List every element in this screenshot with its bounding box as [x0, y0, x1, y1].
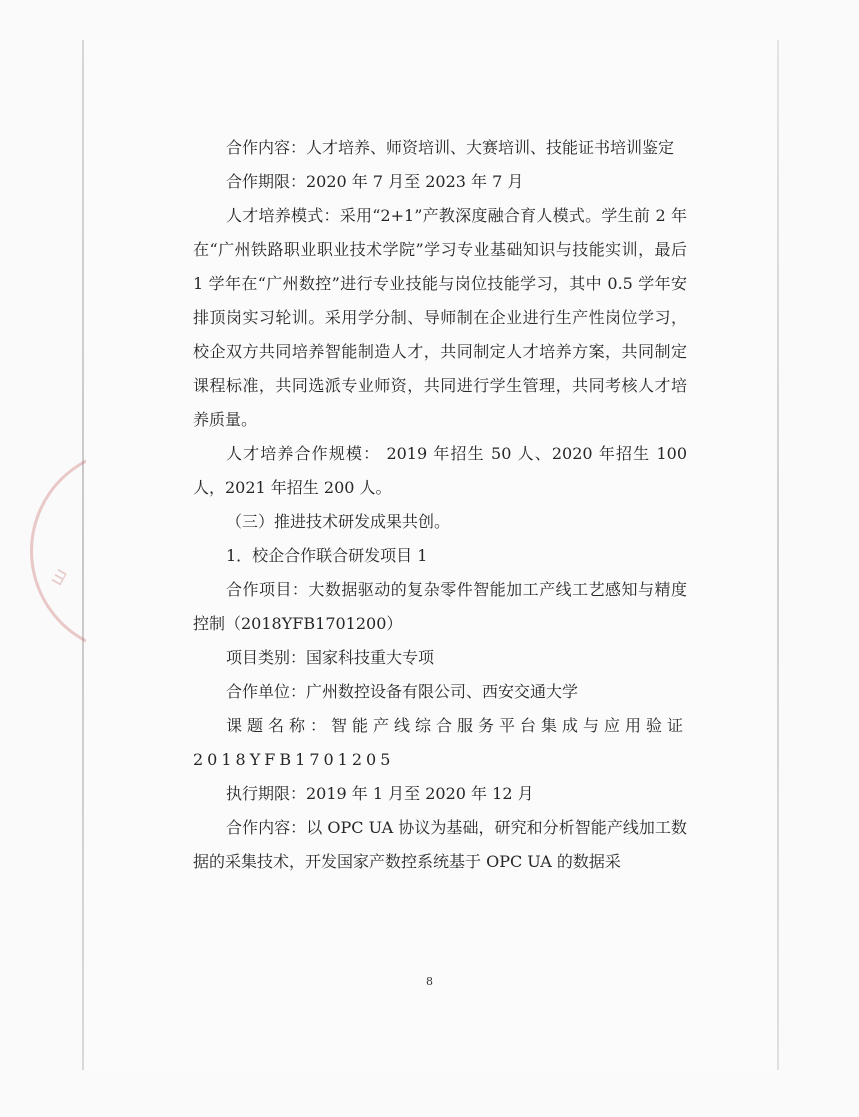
paragraph-training-scale: 人才培养合作规模： 2019 年招生 50 人、2020 年招生 100 人，2021 年招生 200 人。	[193, 444, 687, 497]
paragraph-execution-period: 执行期限：2019 年 1 月至 2020 年 12 月	[226, 784, 534, 803]
paragraph-partner-units: 合作单位：广州数控设备有限公司、西安交通大学	[226, 682, 579, 701]
paragraph-project-content: 合作内容：以 OPC UA 协议为基础，研究和分析智能产线加工数据的采集技术，开发国家产数控系统基于 OPC UA 的数据采	[193, 818, 687, 871]
paragraph-topic-name: 课题名称：智能产线综合服务平台集成与应用验证2018YFB1701205	[193, 716, 687, 769]
paragraph-cooperation-content: 合作内容：人才培养、师资培训、大赛培训、技能证书培训鉴定	[226, 138, 675, 157]
subheading-joint-project-1: 1．校企合作联合研发项目 1	[226, 546, 428, 565]
section-heading-tech-rd: （三）推进技术研发成果共创。	[226, 512, 451, 531]
paragraph-training-model: 人才培养模式：采用“2+1”产教深度融合育人模式。学生前 2 年在“广州铁路职业职业技术学院”学习专业基础知识与技能实训，最后 1 学年在“广州数控”进行专业技能与岗位技能学习，其中 0.5 学年安排顶岗实习轮训。采用学分制、导师制在企业进行生产性岗位学习，校企双方共同培养智能制造人才，共同制定人才培养方案，共同制定课程标准，共同选派专业师资，共同进行学生管理，共同考核人才培养质量。	[193, 206, 687, 429]
seal-mark: ш	[45, 564, 72, 590]
paragraph-project-category: 项目类别：国家科技重大专项	[226, 648, 435, 667]
paragraph-project-name: 合作项目：大数据驱动的复杂零件智能加工产线工艺感知与精度控制（2018YFB1701200）	[193, 580, 687, 633]
paragraph-cooperation-period: 合作期限：2020 年 7 月至 2023 年 7 月	[226, 172, 524, 191]
page-number: 8	[426, 975, 433, 988]
paper-edge-right	[777, 40, 779, 1070]
document-body	[193, 131, 687, 879]
